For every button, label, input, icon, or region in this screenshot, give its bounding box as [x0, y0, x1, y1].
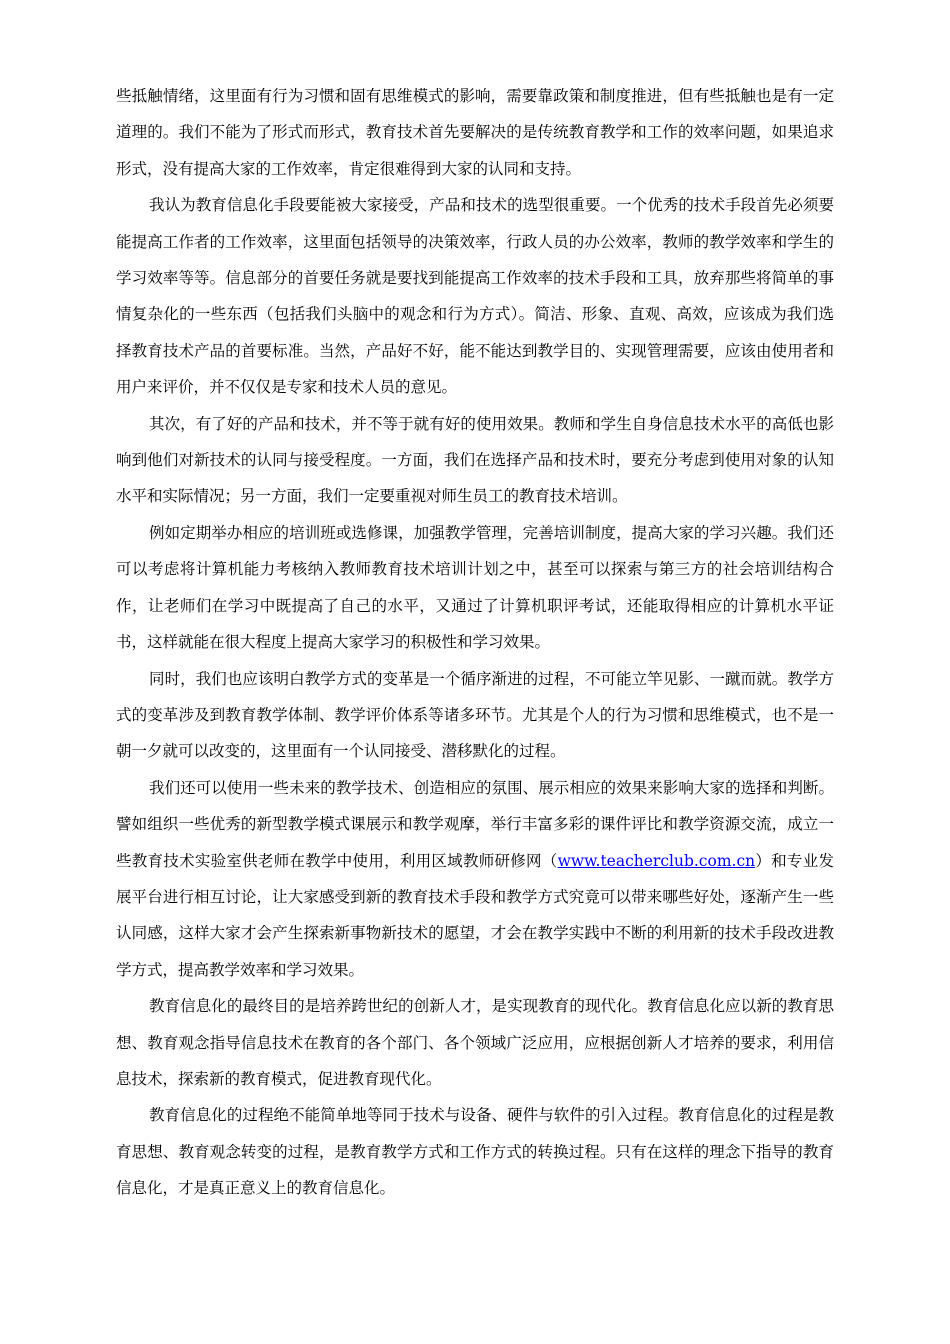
paragraph-ultimate-goal: 教育信息化的最终目的是培养跨世纪的创新人才，是实现教育的现代化。教育信息化应以新的教育思想、教育观念指导信息技术在教育的各个部门、各个领域广泛应用，应根据创新人才培养的要求，利用信息技术，探索新的教育模式，促进教育现代化。 — [116, 997, 834, 1088]
document-body — [116, 78, 834, 1207]
paragraph-gradual-change: 同时，我们也应该明白教学方式的变革是一个循序渐进的过程，不可能立竿见影、一蹴而就。教学方式的变革涉及到教育教学体制、教学评价体系等诸多环节。尤其是个人的行为习惯和思维模式，也不是一朝一夕就可以改变的，这里面有一个认同接受、潜移默化的过程。 — [116, 669, 834, 761]
paragraph-continued: 些抵触情绪，这里面有行为习惯和固有思维模式的影响，需要靠政策和制度推进，但有些抵触也是有一定道理的。我们不能为了形式而形式，教育技术首先要解决的是传统教育教学和工作的效率问题，如果追求形式，没有提高大家的工作效率，肯定很难得到大家的认同和支持。 — [116, 87, 834, 178]
paragraph-text-after-link: ）和专业发展平台进行相互讨论，让大家感受到新的教育技术手段和教学方式究竟可以带来哪些好处，逐渐产生一些认同感，这样大家才会产生探索新事物新技术的愿望，才会在教学实践中不断的利用新的技术手段改进教学方式，提高教学效率和学习效果。 — [116, 851, 834, 979]
paragraph-usage-effect: 其次，有了好的产品和技术，并不等于就有好的使用效果。教师和学生自身信息技术水平的高低也影响到他们对新技术的认同与接受程度。一方面，我们在选择产品和技术时，要充分考虑到使用对象的认知水平和实际情况；另一方面，我们一定要重视对师生员工的教育技术培训。 — [116, 414, 834, 506]
teacherclub-link[interactable]: www.teacherclub.com.cn — [557, 851, 756, 870]
paragraph-process: 教育信息化的过程绝不能简单地等同于技术与设备、硬件与软件的引入过程。教育信息化的过程是教育思想、教育观念转变的过程，是教育教学方式和工作方式的转换过程。只有在这样的理念下指导的教育信息化，才是真正意义上的教育信息化。 — [116, 1106, 834, 1198]
paragraph-future-technology — [116, 770, 834, 988]
paragraph-training: 例如定期举办相应的培训班或选修课，加强教学管理，完善培训制度，提高大家的学习兴趣。我们还可以考虑将计算机能力考核纳入教师教育技术培训计划之中，甚至可以探索与第三方的社会培训结构合作，让老师们在学习中既提高了自己的水平，又通过了计算机职评考试，还能取得相应的计算机水平证书，这样就能在很大程度上提高大家学习的积极性和学习效果。 — [116, 523, 834, 652]
paragraph-text-before-link: 我们还可以使用一些未来的教学技术、创造相应的氛围、展示相应的效果来影响大家的选择和判断。譬如组织一些优秀的新型教学模式课展示和教学观摩，举行丰富多彩的课件评比和教学资源交流，成立一些教育技术实验室供老师在教学中使用，利用区域教师研修网（ — [116, 778, 834, 870]
paragraph-product-selection: 我认为教育信息化手段要能被大家接受，产品和技术的选型很重要。一个优秀的技术手段首先必须要能提高工作者的工作效率，这里面包括领导的决策效率，行政人员的办公效率，教师的教学效率和学生的学习效率等等。信息部分的首要任务就是要找到能提高工作效率的技术手段和工具，放弃那些将简单的事情复杂化的一些东西（包括我们头脑中的观念和行为方式）。简洁、形象、直观、高效，应该成为我们选择教育技术产品的首要标准。当然，产品好不好，能不能达到教学目的、实现管理需要，应该由使用者和用户来评价，并不仅仅是专家和技术人员的意见。 — [116, 196, 834, 397]
